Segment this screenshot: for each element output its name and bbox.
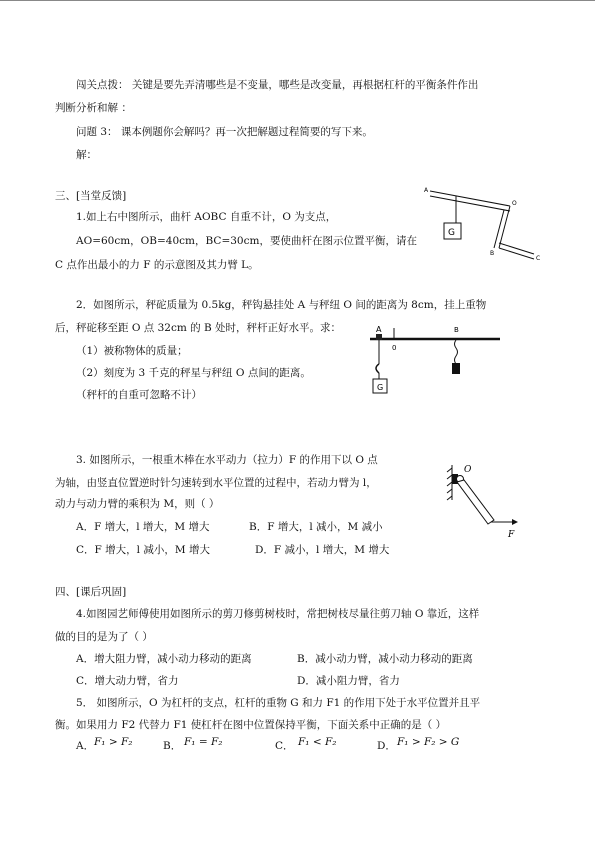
q4-option-a: A．增大阻力臂，减小动力移动的距离 <box>76 653 252 665</box>
q2-sub-2: （2）刻度为 3 千克的秤星与秤纽 O 点间的距离。 <box>76 367 311 379</box>
q3-line-1: 3. 如图所示，一根重木棒在水平动力（拉力）F 的作用下以 O 点 <box>76 454 378 466</box>
q2-sub-1: （1）被称物体的质量； <box>76 345 188 357</box>
figure-rod <box>446 460 526 540</box>
q4-option-c: C．增大动力臂，省力 <box>76 675 179 687</box>
rope <box>455 340 458 364</box>
section-3-heading: 三、[当堂反馈] <box>55 190 127 202</box>
counterweight <box>452 363 460 374</box>
q1-line-1: 1.如上右中图所示，曲杆 AOBC 自重不计，O 为支点， <box>76 211 337 223</box>
q4-line-1: 4.如图园艺师傅使用如图所示的剪刀修剪树枝时，常把树枝尽量往剪刀轴 O 靠近，这样 <box>76 608 480 620</box>
weight-label: G <box>448 228 455 238</box>
question-3: 问题 3： 课本例题你会解吗？再一次把解题过程简要的写下来。 <box>76 126 373 138</box>
q5-option-a-expr: F₁ > F₂ <box>94 736 133 748</box>
q3-option-d: D．F 减小，l 增大，M 增大 <box>255 544 390 556</box>
q5-line-2: 衡。如果用力 F2 代替力 F1 使杠杆在图中位置保持平衡，下面关系中正确的是（ ） <box>55 719 447 731</box>
q1-line-2: AO=60cm，OB=40cm，BC=30cm，要使曲杆在图示位置平衡，请在 <box>76 235 417 247</box>
hook-point-a <box>376 334 382 340</box>
figure-bent-lever <box>422 185 552 265</box>
point-o-label: O <box>512 200 517 207</box>
q3-option-c: C．F 增大，l 减小，M 增大 <box>76 544 210 556</box>
q5-option-b-expr: F₁ = F₂ <box>184 736 223 748</box>
q3-option-a: A．F 增大，l 增大，M 增大 <box>76 521 210 533</box>
point-b-label: B <box>490 250 495 257</box>
point-b-label: B <box>454 326 459 334</box>
figure-steelyard <box>368 322 503 397</box>
q3-line-2: 为轴，由竖直位置逆时针匀速转到水平位置的过程中，若动力臂为 l， <box>55 477 377 489</box>
q4-option-d: D．减小阻力臂，省力 <box>297 675 400 687</box>
section-4-heading: 四、[课后巩固] <box>55 586 127 598</box>
point-a-label: A <box>376 325 382 334</box>
pivot-o-label: O <box>464 465 472 475</box>
q5-option-d-label: D． <box>377 740 396 752</box>
solution-label: 解： <box>76 149 97 161</box>
q5-line-1: 5． 如图所示，O 为杠杆的支点，杠杆的重物 G 和力 F1 的作用下处于水平位置并且平 <box>76 697 481 709</box>
force-f-label: F <box>508 530 515 540</box>
header-rule <box>0 0 595 1</box>
tip-line-1: 闯关点拨： 关键是要先弄清哪些是不变量，哪些是改变量，再根据杠杆的平衡条件作出 <box>76 79 479 91</box>
object-label: G <box>377 383 384 392</box>
q2-line-1: 2．如图所示，秤砣质量为 0.5kg，秤钩悬挂处 A 与秤纽 O 间的距离为 8cm，挂上重物 <box>76 299 487 311</box>
q5-option-d-expr: F₁ > F₂ > G <box>397 736 460 748</box>
q4-line-2: 做的目的是为了（ ） <box>55 631 153 643</box>
q5-option-a-label: A． <box>76 740 95 752</box>
q4-option-b: B．减小动力臂，减小动力移动的距离 <box>297 653 473 665</box>
q5-option-c-expr: F₁ < F₂ <box>298 736 337 748</box>
q3-line-3: 动力与动力臂的乘积为 M，则（ ） <box>55 498 220 510</box>
q1-line-3: C 点作出最小的力 F 的示意图及其力臂 L。 <box>55 259 259 271</box>
point-a-label: A <box>424 187 429 194</box>
tip-line-2: 判断分析和解 ： <box>55 102 132 114</box>
wooden-rod <box>457 480 494 524</box>
q5-option-c-label: C． <box>275 740 294 752</box>
q3-option-b: B．F 增大，l 减小，M 减小 <box>249 521 383 533</box>
q2-note: （秤杆的自重可忽略不计） <box>76 389 202 401</box>
hook-icon <box>376 364 379 373</box>
q5-option-b-label: B． <box>163 740 182 752</box>
q2-line-2: 后，秤砣移至距 O 点 32cm 的 B 处时，秤杆正好水平。求： <box>55 322 342 334</box>
point-c-label: C <box>536 255 541 262</box>
point-o-label: 0 <box>392 344 397 352</box>
